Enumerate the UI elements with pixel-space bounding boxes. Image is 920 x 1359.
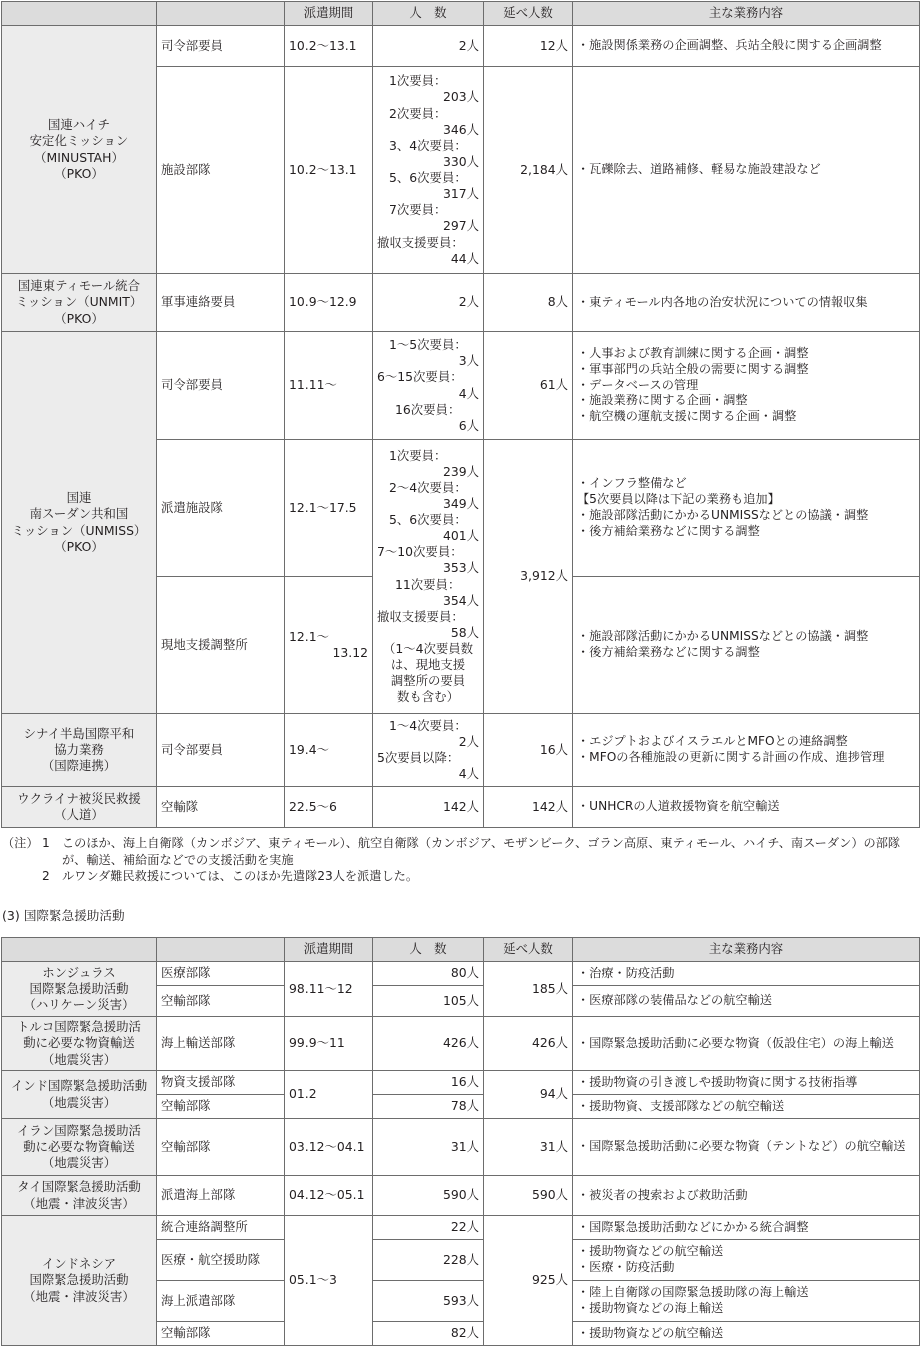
- total: 590人: [484, 1176, 573, 1216]
- header-blank: [2, 2, 157, 26]
- unit-name: 空輸部隊: [157, 986, 285, 1017]
- count: 78人: [373, 1095, 484, 1119]
- header-blank: [157, 2, 285, 26]
- header-blank: [2, 938, 157, 962]
- period: 10.2〜13.1: [285, 67, 373, 274]
- unit-name: 司令部要員: [157, 714, 285, 787]
- table-header-row: [2, 2, 920, 26]
- mission-name: イラン国際緊急援助活 動に必要な物資輸送 （地震災害）: [2, 1119, 157, 1176]
- total: 8人: [484, 274, 573, 332]
- total: 16人: [484, 714, 573, 787]
- period: 05.1〜3: [285, 1216, 373, 1346]
- tasks: ・医療部隊の装備品などの航空輸送: [573, 986, 920, 1017]
- header-tasks: 主な業務内容: [573, 2, 920, 26]
- count: 590人: [373, 1176, 484, 1216]
- header-total: 延べ人数: [484, 938, 573, 962]
- tasks: ・UNHCRの人道救援物資を航空輸送: [573, 787, 920, 828]
- period: 19.4〜: [285, 714, 373, 787]
- unit-name: 空輸部隊: [157, 1322, 285, 1346]
- mission-name: インドネシア 国際緊急援助活動 （地震・津波災害）: [2, 1216, 157, 1346]
- table-row: [2, 26, 920, 67]
- table-row: [2, 1017, 920, 1071]
- count: 228人: [373, 1240, 484, 1281]
- period: 01.2: [285, 1071, 373, 1119]
- period: 99.9〜11: [285, 1017, 373, 1071]
- header-tasks: 主な業務内容: [573, 938, 920, 962]
- tasks: ・援助物資などの航空輸送: [573, 1322, 920, 1346]
- note-item: （注） 1 このほか、海上自衛隊（カンボジア、東ティモール）、航空自衛隊（カンボジア、モザンビーク、ゴラン高原、東ティモール、ハイチ、南スーダン）の部隊が、輸送、補給面などでの支援活動を実施: [2, 836, 901, 867]
- mission-name: 国連東ティモール統合 ミッション（UNMIT） （PKO）: [2, 274, 157, 332]
- section-title: (3) 国際緊急援助活動: [2, 908, 125, 923]
- table-header-row: [2, 938, 920, 962]
- tasks: ・援助物資などの航空輸送 ・医療・防疫活動: [573, 1240, 920, 1281]
- tasks: ・被災者の捜索および救助活動: [573, 1176, 920, 1216]
- total: 142人: [484, 787, 573, 828]
- period: 11.11〜: [285, 332, 373, 440]
- table-row: [2, 332, 920, 440]
- tasks: ・国際緊急援助活動に必要な物資（仮設住宅）の海上輸送: [573, 1017, 920, 1071]
- unit-name: 海上輸送部隊: [157, 1017, 285, 1071]
- total: 61人: [484, 332, 573, 440]
- unit-name: 空輸部隊: [157, 1119, 285, 1176]
- header-count: 人 数: [373, 2, 484, 26]
- table-row: [2, 1071, 920, 1095]
- count-breakdown: 1〜4次要員： 2人 5次要員以降： 4人: [373, 714, 484, 787]
- unit-name: 物資支援部隊: [157, 1071, 285, 1095]
- count: 593人: [373, 1281, 484, 1322]
- table-row: [2, 1119, 920, 1176]
- tasks: ・援助物資、支援部隊などの航空輸送: [573, 1095, 920, 1119]
- total: 2,184人: [484, 67, 573, 274]
- count: 80人: [373, 962, 484, 986]
- total: 94人: [484, 1071, 573, 1119]
- total: 426人: [484, 1017, 573, 1071]
- unit-name: 軍事連絡要員: [157, 274, 285, 332]
- unit-name: 派遣海上部隊: [157, 1176, 285, 1216]
- period: 12.1〜 13.12: [285, 577, 373, 714]
- note-item: 2 ルワンダ難民救援については、このほか先遣隊23人を派遣した。: [42, 869, 419, 883]
- unit-name: 現地支援調整所: [157, 577, 285, 714]
- total: 31人: [484, 1119, 573, 1176]
- header-blank: [157, 938, 285, 962]
- count: 16人: [373, 1071, 484, 1095]
- count: 82人: [373, 1322, 484, 1346]
- unit-name: 医療部隊: [157, 962, 285, 986]
- mission-name: ウクライナ被災民救援 （人道）: [2, 787, 157, 828]
- mission-name: ホンジュラス 国際緊急援助活動 （ハリケーン災害）: [2, 962, 157, 1017]
- tasks: ・国際緊急援助活動に必要な物資（テントなど）の航空輸送: [573, 1119, 920, 1176]
- unit-name: 統合連絡調整所: [157, 1216, 285, 1240]
- period: 03.12〜04.1: [285, 1119, 373, 1176]
- table-row: [2, 787, 920, 828]
- mission-name: タイ国際緊急援助活動 （地震・津波災害）: [2, 1176, 157, 1216]
- count: 31人: [373, 1119, 484, 1176]
- header-count: 人 数: [373, 938, 484, 962]
- unit-name: 司令部要員: [157, 332, 285, 440]
- tasks: ・施設部隊活動にかかるUNMISSなどとの協議・調整 ・後方補給業務などに関する調整: [573, 577, 920, 714]
- unit-name: 空輸隊: [157, 787, 285, 828]
- count: 426人: [373, 1017, 484, 1071]
- unit-name: 司令部要員: [157, 26, 285, 67]
- header-period: 派遣期間: [285, 2, 373, 26]
- count-breakdown: 1次要員： 239人 2〜4次要員： 349人 5、6次要員： 401人 7〜10次要員： 353人 11次要員： 354人 撤収支援要員： 58人 （1〜4次要員数 は、現地支援 調整所の要員 数も含む）: [373, 440, 484, 714]
- mission-name: トルコ国際緊急援助活 動に必要な物資輸送 （地震災害）: [2, 1017, 157, 1071]
- period: 98.11〜12: [285, 962, 373, 1017]
- header-period: 派遣期間: [285, 938, 373, 962]
- tasks: ・エジプトおよびイスラエルとMFOとの連絡調整 ・MFOの各種施設の更新に関する計画の作成、進捗管理: [573, 714, 920, 787]
- count-breakdown: 1次要員： 203人 2次要員： 346人 3、4次要員： 330人 5、6次要員： 317人 7次要員： 297人 撤収支援要員： 44人: [373, 67, 484, 274]
- tasks: ・国際緊急援助活動などにかかる統合調整: [573, 1216, 920, 1240]
- mission-name: シナイ半島国際平和 協力業務 （国際連携）: [2, 714, 157, 787]
- total: 12人: [484, 26, 573, 67]
- header-total: 延べ人数: [484, 2, 573, 26]
- mission-name: インド国際緊急援助活動 （地震災害）: [2, 1071, 157, 1119]
- period: 04.12〜05.1: [285, 1176, 373, 1216]
- count: 2人: [373, 26, 484, 67]
- count: 22人: [373, 1216, 484, 1240]
- count: 2人: [373, 274, 484, 332]
- period: 12.1〜17.5: [285, 440, 373, 577]
- table-notes: [2, 835, 916, 885]
- unit-name: 派遣施設隊: [157, 440, 285, 577]
- total: 185人: [484, 962, 573, 1017]
- tasks: ・瓦礫除去、道路補修、軽易な施設建設など: [573, 67, 920, 274]
- total: 3,912人: [484, 440, 573, 714]
- table-row: [2, 962, 920, 986]
- unit-name: 海上派遣部隊: [157, 1281, 285, 1322]
- period: 22.5〜6: [285, 787, 373, 828]
- tasks: ・援助物資の引き渡しや援助物資に関する技術指導: [573, 1071, 920, 1095]
- tasks: ・東ティモール内各地の治安状況についての情報収集: [573, 274, 920, 332]
- tasks: ・インフラ整備など 【5次要員以降は下記の業務も追加】 ・施設部隊活動にかかるUNMISSなどとの協議・調整 ・後方補給業務などに関する調整: [573, 440, 920, 577]
- relief-table: [1, 937, 920, 1346]
- tasks: ・施設関係業務の企画調整、兵站全般に関する企画調整: [573, 26, 920, 67]
- tasks: ・陸上自衛隊の国際緊急援助隊の海上輸送 ・援助物資などの海上輸送: [573, 1281, 920, 1322]
- unit-name: 空輸部隊: [157, 1095, 285, 1119]
- total: 925人: [484, 1216, 573, 1346]
- unit-name: 施設部隊: [157, 67, 285, 274]
- tasks: ・治療・防疫活動: [573, 962, 920, 986]
- table-row: [2, 714, 920, 787]
- mission-name: 国連ハイチ 安定化ミッション （MINUSTAH） （PKO）: [2, 26, 157, 274]
- table-row: [2, 1216, 920, 1240]
- count: 105人: [373, 986, 484, 1017]
- count-breakdown: 1〜5次要員： 3人 6〜15次要員： 4人 16次要員： 6人: [373, 332, 484, 440]
- count: 142人: [373, 787, 484, 828]
- table-row: [2, 1176, 920, 1216]
- pko-table: [1, 1, 920, 828]
- unit-name: 医療・航空援助隊: [157, 1240, 285, 1281]
- tasks: ・人事および教育訓練に関する企画・調整 ・軍事部門の兵站全般の需要に関する調整 ・データベースの管理 ・施設業務に関する企画・調整 ・航空機の運航支援に関する企画・調整: [573, 332, 920, 440]
- table-row: [2, 274, 920, 332]
- period: 10.2〜13.1: [285, 26, 373, 67]
- mission-name: 国連 南スーダン共和国 ミッション（UNMISS） （PKO）: [2, 332, 157, 714]
- period: 10.9〜12.9: [285, 274, 373, 332]
